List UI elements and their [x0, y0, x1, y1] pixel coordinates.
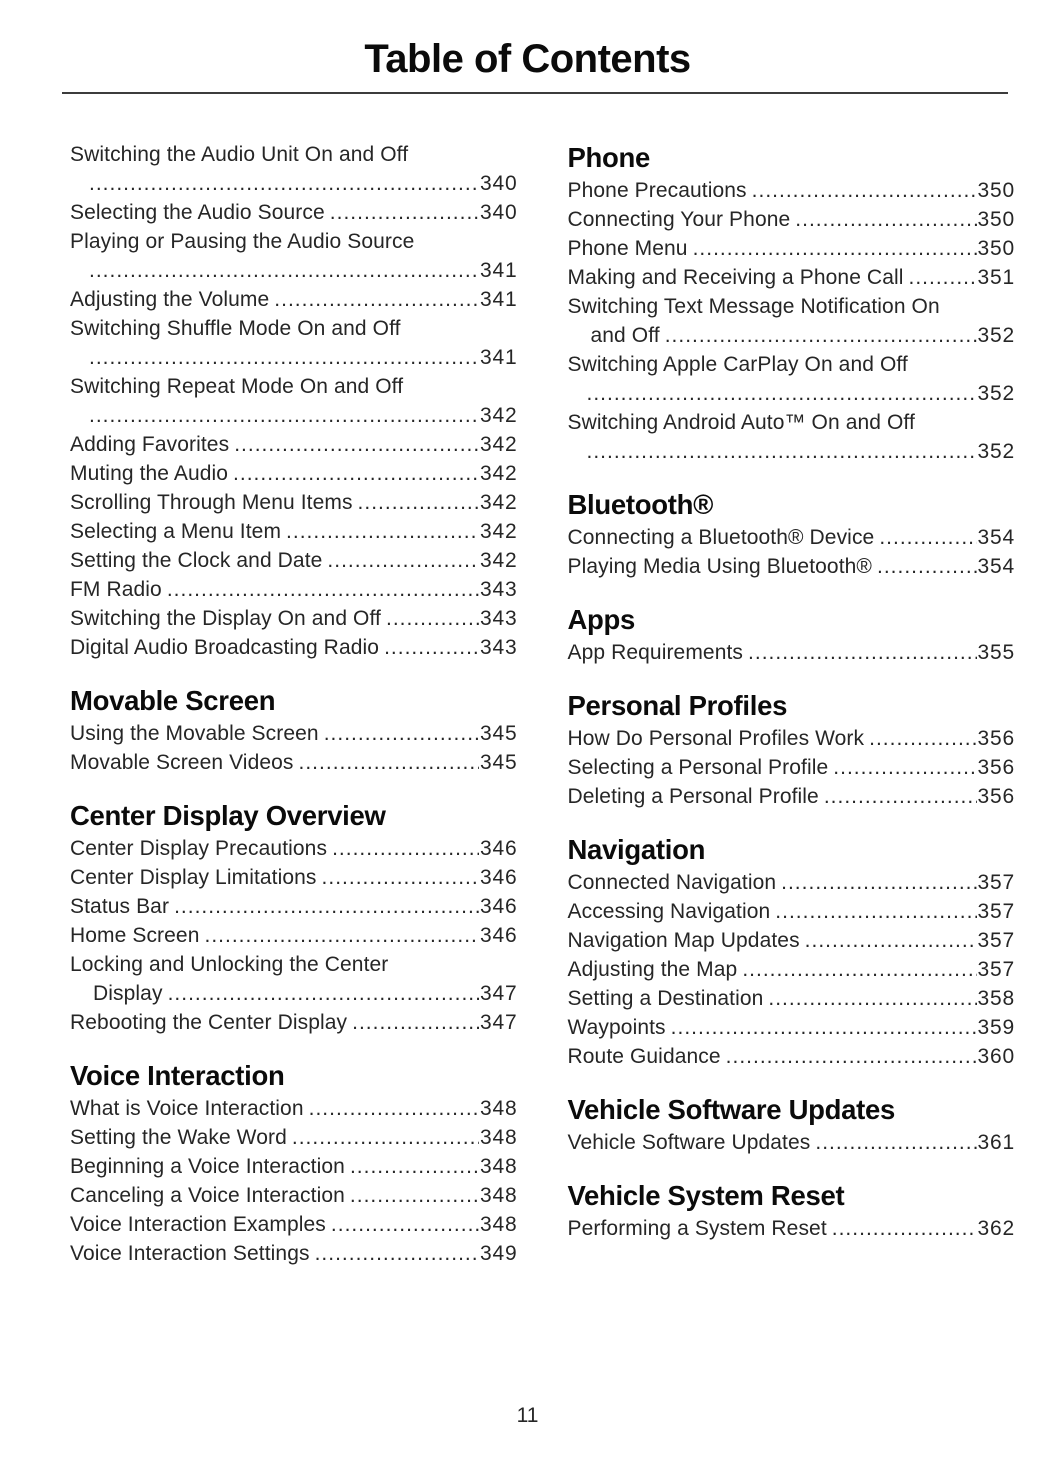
toc-entry-line [70, 1094, 518, 1123]
toc-entry-title: Selecting the Audio Source [70, 201, 325, 224]
dot-leader [233, 459, 479, 488]
toc-entry-page: 341 [480, 288, 518, 311]
section-heading: Center Display Overview [70, 800, 386, 831]
toc-entry-page: 354 [977, 555, 1015, 578]
toc-entry-line [568, 234, 1016, 263]
toc-entry-title: Center Display Limitations [70, 866, 317, 889]
toc-entry-title: Making and Receiving a Phone Call [567, 266, 904, 289]
toc-entry-line [70, 459, 518, 488]
dot-leader [89, 343, 479, 372]
toc-entry-title: Switching Android Auto™ On and Off [567, 411, 915, 434]
toc-section [568, 832, 1016, 1071]
toc-entry-page: 348 [480, 1097, 518, 1120]
toc-entry-line [70, 169, 518, 198]
toc-entry-title: Movable Screen Videos [70, 751, 294, 774]
dot-leader [174, 892, 479, 921]
dot-leader [795, 205, 976, 234]
toc-entry-title: Setting a Destination [567, 987, 764, 1010]
toc-entry-title: Center Display Precautions [70, 837, 328, 860]
toc-entry-page: 348 [480, 1213, 518, 1236]
toc-entry-line [568, 263, 1016, 292]
dot-leader [352, 1008, 479, 1037]
toc-entry-title: Switching Apple CarPlay On and Off [567, 353, 908, 376]
dot-leader [768, 984, 976, 1013]
dot-leader [309, 1094, 479, 1123]
toc-entry-title: Navigation Map Updates [567, 929, 800, 952]
dot-leader [832, 1214, 977, 1243]
dot-leader [350, 1181, 479, 1210]
section-heading: Apps [567, 604, 636, 635]
toc-entry-title: Voice Interaction Settings [70, 1242, 310, 1265]
toc-entry-page: 348 [480, 1126, 518, 1149]
toc-entry-title: Using the Movable Screen [70, 722, 319, 745]
toc-entry-page: 354 [977, 526, 1015, 549]
toc-entry-line [568, 897, 1016, 926]
page-title: Table of Contents [364, 37, 691, 81]
dot-leader [89, 169, 479, 198]
section-heading: Vehicle System Reset [567, 1180, 845, 1211]
toc-entry-page: 357 [977, 958, 1015, 981]
toc-entry-title: Locking and Unlocking the Center [70, 953, 389, 976]
dot-leader [805, 926, 977, 955]
toc-section [70, 140, 518, 662]
dot-leader [168, 979, 479, 1008]
toc-entry-line [70, 140, 518, 169]
toc-entry-title: App Requirements [567, 641, 744, 664]
toc-entry-page: 348 [480, 1155, 518, 1178]
toc-entry-page: 359 [977, 1016, 1015, 1039]
toc-section [568, 487, 1016, 581]
dot-leader [833, 753, 976, 782]
toc-entry-title: Switching Shuffle Mode On and Off [70, 317, 401, 340]
toc-entry-page: 343 [480, 607, 518, 630]
dot-leader [384, 633, 479, 662]
toc-entry-page: 356 [977, 785, 1015, 808]
dot-leader [587, 437, 977, 466]
toc-entry-page: 352 [977, 382, 1015, 405]
toc-entry-page: 342 [480, 433, 518, 456]
section-heading: Movable Screen [70, 685, 276, 716]
toc-entry-line [568, 205, 1016, 234]
toc-entry-page: 341 [480, 259, 518, 282]
dot-leader [327, 546, 479, 575]
toc-entry-line [568, 782, 1016, 811]
toc-entry-page: 346 [480, 866, 518, 889]
toc-section [568, 140, 1016, 466]
toc-entry-page: 356 [977, 756, 1015, 779]
manual-page [0, 36, 1055, 1427]
toc-entry-line [70, 256, 518, 285]
toc-entry-line [568, 523, 1016, 552]
dot-leader [671, 1013, 977, 1042]
toc-entry-line [70, 1152, 518, 1181]
dot-leader [752, 176, 977, 205]
dot-leader [877, 552, 977, 581]
page-number: 11 [516, 1404, 539, 1427]
toc-entry-line [70, 401, 518, 430]
toc-entry-line [70, 285, 518, 314]
toc-entry-page: 342 [480, 491, 518, 514]
toc-entry-line [568, 437, 1016, 466]
toc-entry-line [70, 546, 518, 575]
dot-leader [89, 256, 479, 285]
toc-entry-line [568, 1214, 1016, 1243]
toc-entry-line [70, 1123, 518, 1152]
toc-entry-title: Performing a System Reset [567, 1217, 827, 1240]
toc-entry-line [70, 863, 518, 892]
dot-leader [324, 719, 479, 748]
toc-entry-line [70, 748, 518, 777]
toc-entry-page: 355 [977, 641, 1015, 664]
toc-entry-page: 342 [480, 520, 518, 543]
dot-leader [205, 921, 480, 950]
dot-leader [815, 1128, 976, 1157]
dot-leader [869, 724, 976, 753]
toc-entry-line [70, 604, 518, 633]
toc-entry-title: Rebooting the Center Display [70, 1011, 348, 1034]
toc-entry-title: Playing or Pausing the Audio Source [70, 230, 415, 253]
toc-entry-title: Setting the Clock and Date [70, 549, 323, 572]
toc-entry-title: Home Screen [70, 924, 200, 947]
toc-entry-page: 343 [480, 636, 518, 659]
toc-entry-title: Connected Navigation [567, 871, 777, 894]
toc-entry-page: 362 [977, 1217, 1015, 1240]
toc-entry-title: Connecting a Bluetooth® Device [567, 526, 875, 549]
toc-entry-page: 358 [977, 987, 1015, 1010]
toc-entry-line [568, 926, 1016, 955]
toc-entry-title: Status Bar [70, 895, 170, 918]
dot-leader [322, 863, 480, 892]
toc-entry-page: 361 [977, 1131, 1015, 1154]
dot-leader [693, 234, 977, 263]
toc-entry-page: 350 [977, 208, 1015, 231]
toc-entry-title: Playing Media Using Bluetooth® [567, 555, 872, 578]
toc-entry-page: 350 [977, 237, 1015, 260]
dot-leader [350, 1152, 479, 1181]
toc-entry-line [70, 227, 518, 256]
dot-leader [167, 575, 479, 604]
toc-entry-page: 357 [977, 900, 1015, 923]
toc-entry-title: Setting the Wake Word [70, 1126, 287, 1149]
toc-entry-title: What is Voice Interaction [70, 1097, 304, 1120]
toc-entry-title: Beginning a Voice Interaction [70, 1155, 345, 1178]
toc-entry-line [70, 892, 518, 921]
toc-entry-page: 343 [480, 578, 518, 601]
toc-entry-page: 357 [977, 929, 1015, 952]
toc-entry-title: Connecting Your Phone [567, 208, 791, 231]
toc-entry-page: 352 [977, 440, 1015, 463]
toc-entry-page: 347 [480, 1011, 518, 1034]
toc-entry-line [70, 633, 518, 662]
toc-entry-page: 348 [480, 1184, 518, 1207]
toc-entry-title: Selecting a Menu Item [70, 520, 282, 543]
toc-entry-line [568, 638, 1016, 667]
toc-entry-title: Phone Menu [567, 237, 688, 260]
toc-entry-title: Display [93, 982, 163, 1005]
toc-entry-line [70, 921, 518, 950]
toc-entry-page: 340 [480, 201, 518, 224]
toc-entry-title: How Do Personal Profiles Work [567, 727, 865, 750]
toc-entry-title: Deleting a Personal Profile [567, 785, 819, 808]
toc-entry-line [70, 198, 518, 227]
toc-entry-title: Route Guidance [567, 1045, 721, 1068]
dot-leader [879, 523, 976, 552]
toc-entry-page: 352 [977, 324, 1015, 347]
toc-entry-line [70, 1239, 518, 1268]
toc-entry-page: 340 [480, 172, 518, 195]
toc-entry-line [568, 321, 1016, 350]
toc-entry-line [568, 724, 1016, 753]
toc-entry-line [568, 984, 1016, 1013]
toc-entry-line [70, 719, 518, 748]
toc-entry-line [568, 753, 1016, 782]
toc-entry-title: Selecting a Personal Profile [567, 756, 829, 779]
toc-entry-line [568, 1042, 1016, 1071]
toc-entry-title: Switching the Audio Unit On and Off [70, 143, 409, 166]
toc-entry-line [70, 430, 518, 459]
toc-entry-title: Switching Repeat Mode On and Off [70, 375, 404, 398]
toc-column-left [70, 140, 518, 1268]
dot-leader [909, 263, 977, 292]
toc-entry-line [70, 343, 518, 372]
toc-section [568, 1178, 1016, 1243]
toc-entry-page: 346 [480, 924, 518, 947]
toc-entry-line [70, 1210, 518, 1239]
toc-section [70, 798, 518, 1037]
dot-leader [358, 488, 480, 517]
toc-entry-title: Muting the Audio [70, 462, 229, 485]
dot-leader [781, 868, 976, 897]
toc-entry-line [70, 314, 518, 343]
toc-section [568, 602, 1016, 667]
dot-leader [234, 430, 479, 459]
toc-entry-line [70, 1008, 518, 1037]
dot-leader [299, 748, 480, 777]
title-divider [62, 92, 1008, 94]
toc-entry-page: 345 [480, 722, 518, 745]
section-heading: Vehicle Software Updates [567, 1094, 895, 1125]
toc-entry-page: 360 [977, 1045, 1015, 1068]
toc-entry-line [70, 488, 518, 517]
toc-entry-page: 346 [480, 895, 518, 918]
toc-entry-page: 342 [480, 404, 518, 427]
section-heading: Bluetooth® [567, 489, 714, 520]
toc-entry-line [568, 292, 1016, 321]
section-heading: Navigation [567, 834, 706, 865]
toc-entry-line [70, 834, 518, 863]
toc-entry-line [568, 1013, 1016, 1042]
toc-entry-page: 349 [480, 1242, 518, 1265]
dot-leader [315, 1239, 479, 1268]
toc-entry-title: Vehicle Software Updates [567, 1131, 811, 1154]
toc-entry-page: 342 [480, 462, 518, 485]
dot-leader [331, 1210, 479, 1239]
toc-entry-title: Waypoints [567, 1016, 666, 1039]
toc-section [70, 1058, 518, 1268]
dot-leader [89, 401, 479, 430]
dot-leader [274, 285, 479, 314]
dot-leader [330, 198, 479, 227]
dot-leader [665, 321, 977, 350]
toc-entry-line [568, 955, 1016, 984]
toc-entry-line [568, 350, 1016, 379]
section-heading: Personal Profiles [567, 690, 788, 721]
toc-section [568, 1092, 1016, 1157]
toc-entry-page: 342 [480, 549, 518, 572]
toc-entry-line [568, 408, 1016, 437]
toc-section [568, 688, 1016, 811]
dot-leader [286, 517, 479, 546]
dot-leader [292, 1123, 479, 1152]
toc-entry-page: 347 [480, 982, 518, 1005]
dot-leader [775, 897, 976, 926]
toc-entry-title: Voice Interaction Examples [70, 1213, 326, 1236]
toc-entry-page: 356 [977, 727, 1015, 750]
dot-leader [824, 782, 977, 811]
toc-entry-line [568, 1128, 1016, 1157]
toc-entry-line [568, 176, 1016, 205]
toc-entry-line [70, 575, 518, 604]
toc-entry-page: 350 [977, 179, 1015, 202]
toc-entry-line [70, 517, 518, 546]
toc-entry-line [70, 979, 518, 1008]
toc-columns [70, 140, 1015, 1268]
toc-column-right [568, 140, 1016, 1268]
section-heading: Voice Interaction [70, 1060, 285, 1091]
toc-entry-title: Adjusting the Volume [70, 288, 270, 311]
toc-entry-page: 351 [977, 266, 1015, 289]
toc-entry-title: Digital Audio Broadcasting Radio [70, 636, 380, 659]
toc-entry-title: Switching Text Message Notification On [567, 295, 940, 318]
toc-entry-line [568, 552, 1016, 581]
dot-leader [332, 834, 479, 863]
toc-entry-title: Switching the Display On and Off [70, 607, 381, 630]
section-heading: Phone [567, 142, 651, 173]
dot-leader [587, 379, 977, 408]
toc-entry-title: Adjusting the Map [567, 958, 738, 981]
toc-entry-title: Canceling a Voice Interaction [70, 1184, 345, 1207]
dot-leader [748, 638, 977, 667]
toc-entry-page: 345 [480, 751, 518, 774]
toc-section [70, 683, 518, 777]
dot-leader [742, 955, 976, 984]
toc-entry-page: 346 [480, 837, 518, 860]
toc-entry-line [568, 868, 1016, 897]
toc-entry-line [70, 950, 518, 979]
toc-entry-title: Accessing Navigation [567, 900, 771, 923]
dot-leader [726, 1042, 977, 1071]
toc-entry-title: Adding Favorites [70, 433, 230, 456]
toc-entry-title: Scrolling Through Menu Items [70, 491, 353, 514]
toc-entry-page: 357 [977, 871, 1015, 894]
dot-leader [386, 604, 479, 633]
toc-entry-line [70, 1181, 518, 1210]
toc-entry-title: and Off [590, 324, 660, 347]
toc-entry-line [70, 372, 518, 401]
toc-entry-page: 341 [480, 346, 518, 369]
toc-entry-title: Phone Precautions [567, 179, 747, 202]
toc-entry-line [568, 379, 1016, 408]
toc-entry-title: FM Radio [70, 578, 162, 601]
